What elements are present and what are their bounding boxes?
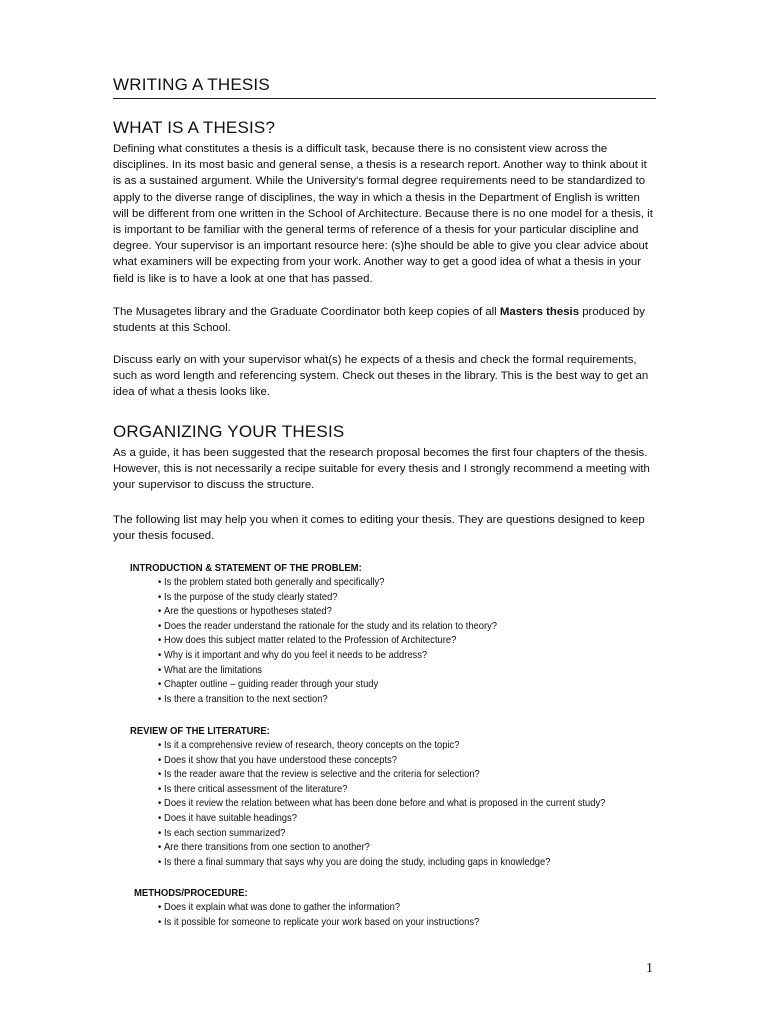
list-item-text: Is there a final summary that says why you are doing the study, including gaps in knowledge? — [164, 856, 551, 868]
list-item-text: Does it explain what was done to gather the information? — [164, 902, 401, 913]
list-item — [158, 783, 629, 798]
list-item — [158, 739, 629, 754]
list-item — [158, 827, 629, 842]
paragraph-definition: Defining what constitutes a thesis is a difficult task, because there is no consistent view across the disciplines. In its most basic and general sense, a thesis is a research report. Another way to think about it is as a sustained argument. While the University's formal degree requirements need to be standardized to apply to the diverse range of disciplines, the way in which a thesis in the Department of English is written will be different from one written in the School of Architecture. Because there is no one model for a thesis, it is important to be familiar with the general terms of reference of a thesis for your particular discipline and degree. Your supervisor is an important resource here: (s)he should be able to give you clear advice about what examiners will be expecting from your work. Another way to get a good idea of what a thesis in your field is like is to have a look at one that has passed. — [113, 143, 653, 285]
bullet-icon: • — [158, 856, 162, 868]
bullet-icon: • — [158, 754, 162, 766]
list-item — [158, 634, 629, 649]
paragraph-library-copies — [113, 304, 658, 336]
list-item-text: Is each section summarized? — [164, 827, 286, 839]
list-item — [158, 754, 629, 769]
bullet-icon: • — [158, 827, 162, 839]
bullet-icon: • — [158, 812, 162, 824]
bullet-icon: • — [158, 606, 162, 618]
bullet-icon: • — [158, 620, 162, 632]
list-item-text: Is the purpose of the study clearly stated? — [164, 591, 338, 603]
paragraph-guide: As a guide, it has been suggested that the research proposal becomes the first four chapters of the thesis. However, this is not necessarily a recipe suitable for every thesis and I strongly recommend a meeting with your supervisor to discuss the structure. — [113, 447, 650, 492]
list-item-text: Is it possible for someone to replicate your work based on your instructions? — [164, 916, 480, 928]
list-item — [158, 649, 629, 664]
list-item-text: Why is it important and why do you feel it needs to be address? — [164, 649, 428, 661]
list-item — [158, 605, 629, 620]
list-item — [158, 812, 629, 827]
list-item-text: Are there transitions from one section to another? — [164, 842, 370, 854]
section-methods — [134, 886, 674, 930]
list-item-text: Does it show that you have understood these concepts? — [164, 754, 397, 766]
section-heading: REVIEW OF THE LITERATURE: — [130, 726, 270, 737]
document-title: WRITING A THESIS — [113, 74, 656, 99]
list-item-text: Chapter outline – guiding reader through your study — [164, 679, 379, 691]
list-item — [158, 856, 629, 871]
list-item-text: How does this subject matter related to the Profession of Architecture? — [164, 635, 457, 647]
heading-what-is-a-thesis: WHAT IS A THESIS? — [113, 118, 276, 137]
heading-organizing-your-thesis: ORGANIZING YOUR THESIS — [113, 422, 345, 441]
page-number: 1 — [646, 961, 653, 976]
list-item-text: Are the questions or hypotheses stated? — [164, 606, 332, 618]
question-list — [130, 576, 670, 707]
list-item-text: Is the reader aware that the review is selective and the criteria for selection? — [164, 769, 480, 781]
list-item — [158, 591, 629, 606]
bullet-icon: • — [158, 635, 162, 647]
list-item — [158, 797, 629, 812]
bullet-icon: • — [158, 740, 162, 751]
list-item — [158, 916, 633, 931]
paragraph-discuss-early: Discuss early on with your supervisor what(s) he expects of a thesis and check the formal requirements, such as word length and referencing system. Check out theses in the library. This is the best way to get an idea of what a thesis looks like. — [113, 354, 649, 399]
bullet-icon: • — [158, 783, 162, 795]
bullet-icon: • — [158, 577, 162, 588]
masters-thesis-bold: Masters thesis — [499, 306, 580, 318]
section-heading: INTRODUCTION & STATEMENT OF THE PROBLEM: — [130, 563, 362, 574]
bullet-icon: • — [158, 902, 162, 913]
section-literature-review — [130, 724, 670, 870]
bullet-icon: • — [158, 916, 162, 928]
section-heading: METHODS/PROCEDURE: — [134, 888, 248, 899]
question-list — [134, 901, 674, 930]
list-item-text: Is there a transition to the next section? — [164, 693, 328, 705]
list-item-text: Is there critical assessment of the literature? — [164, 783, 348, 795]
list-item-text: Does the reader understand the rationale for the study and its relation to theory? — [164, 620, 497, 632]
list-item — [158, 576, 629, 591]
list-item — [158, 768, 629, 783]
list-item-text: What are the limitations — [164, 664, 262, 676]
bullet-icon: • — [158, 798, 162, 810]
bullet-icon: • — [158, 842, 162, 854]
bullet-icon: • — [158, 679, 162, 691]
list-item — [158, 620, 629, 635]
question-list — [130, 739, 670, 870]
list-item — [158, 693, 629, 708]
bullet-icon: • — [158, 693, 162, 705]
list-item-text: Does it review the relation between what has been done before and what is proposed in the current study? — [164, 798, 606, 810]
library-text-end: produced by students at this School. — [113, 306, 645, 335]
list-item — [158, 841, 629, 856]
bullet-icon: • — [158, 591, 162, 603]
list-item — [158, 678, 629, 693]
library-text-start: The Musagetes library and the Graduate Coordinator both keep copies of all — [113, 306, 500, 318]
bullet-icon: • — [158, 664, 162, 676]
list-item — [158, 901, 633, 916]
paragraph-following-list: The following list may help you when it comes to editing your thesis. They are questions designed to keep your thesis focused. — [113, 514, 645, 543]
section-introduction — [130, 561, 670, 707]
list-item — [158, 664, 629, 679]
list-item-text: Does it have suitable headings? — [164, 812, 297, 824]
list-item-text: Is the problem stated both generally and specifically? — [164, 577, 385, 588]
bullet-icon: • — [158, 769, 162, 781]
list-item-text: Is it a comprehensive review of research, theory concepts on the topic? — [164, 740, 460, 751]
bullet-icon: • — [158, 649, 162, 661]
